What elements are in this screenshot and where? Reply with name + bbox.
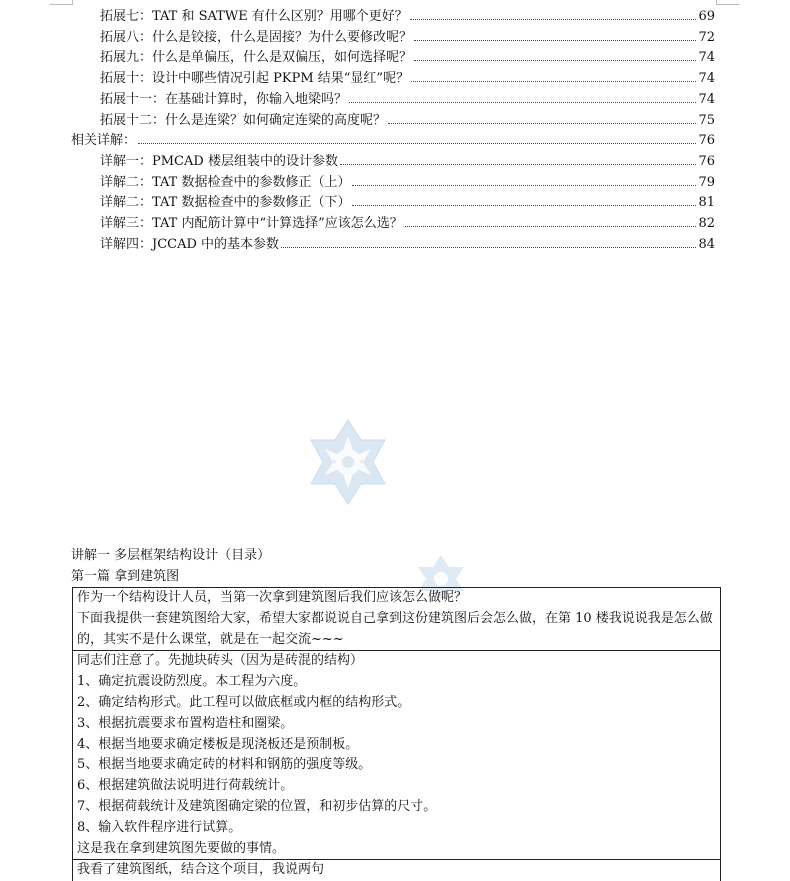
step-item: 4、根据当地要求确定楼板是现浇板还是预制板。: [77, 736, 359, 752]
toc-entry-text: 拓展八：什么是铰接，什么是固接？为什么要修改呢？: [100, 29, 413, 45]
toc-entry-page: 82: [698, 216, 715, 231]
step-item: 6、根据建筑做法说明进行荷载统计。: [77, 778, 294, 794]
toc-entry-page: 69: [698, 9, 715, 24]
intro-cell: [73, 588, 720, 651]
step-item: 3、根据抗震要求布置构造柱和圈梁。: [77, 715, 294, 731]
toc-entry-page: 74: [698, 50, 715, 66]
toc-entry-page: 72: [698, 29, 715, 45]
toc-entry[interactable]: [100, 171, 715, 192]
toc-entry[interactable]: [100, 233, 715, 254]
toc-leader-dots: [281, 233, 696, 248]
toc-entry[interactable]: [100, 67, 715, 88]
toc-leader-dots: [340, 150, 697, 165]
toc-entry[interactable]: [100, 109, 715, 130]
toc-entry-text: 详解三：TAT 内配筋计算中“计算选择”应该怎么选？: [100, 216, 403, 231]
toc-entry-page: 75: [698, 112, 715, 128]
toc-entry[interactable]: [100, 26, 715, 47]
page-corner-mark-left: [50, 0, 73, 5]
step-item: 5、根据当地要求确定砖的材料和钢筋的强度等级。: [77, 757, 372, 773]
watermark-emblem: [303, 418, 393, 506]
toc-entry-page: 81: [698, 195, 715, 211]
intro-paragraph: 下面我提供一套建筑图给大家，希望大家都说说自己拿到这份建筑图后会怎么做，在第 10 楼我说说我是怎么做的，其实不是什么课堂，就是在一起交流~~~: [77, 610, 713, 647]
page-corner-mark-right: [716, 0, 739, 5]
toc-entry-text: 详解一：PMCAD 楼层组装中的设计参数: [100, 153, 338, 169]
toc-entry-text: 详解四：JCCAD 中的基本参数: [100, 236, 280, 252]
toc-entry-page: 74: [698, 91, 715, 107]
toc-leader-dots: [388, 109, 696, 124]
content-table: [72, 587, 721, 881]
toc-leader-dots: [138, 129, 696, 144]
toc-entry[interactable]: [100, 191, 715, 212]
toc-entry-text: 详解二：TAT 数据检查中的参数修正（下）: [100, 195, 351, 211]
step-item: 2、确定结构形式。此工程可以做底框或内框的结构形式。: [77, 694, 411, 710]
toc-entry[interactable]: [100, 212, 715, 233]
toc-leader-dots: [352, 171, 696, 186]
toc-entry-text: 相关详解：: [71, 133, 137, 149]
toc-entry-page: 76: [698, 133, 715, 149]
toc-entry-page: 84: [698, 236, 715, 252]
toc-leader-dots: [352, 191, 696, 206]
toc-entry-text: 拓展九：什么是单偏压，什么是双偏压，如何选择呢？: [100, 50, 413, 66]
lecture-title: 讲解一 多层框架结构设计（目录）: [71, 548, 271, 563]
toc-entry-page: 74: [698, 71, 715, 87]
step-item: 1、确定抗震设防烈度。本工程为六度。: [77, 674, 307, 690]
lecture-subtitle: 第一篇 拿到建筑图: [71, 569, 180, 584]
toc-entry[interactable]: [100, 5, 715, 26]
toc-entry[interactable]: [100, 46, 715, 67]
toc-leader-dots: [349, 88, 696, 103]
toc-leader-dots: [414, 46, 696, 61]
toc-leader-dots: [411, 67, 696, 82]
toc-entry-text: 拓展七：TAT 和 SATWE 有什么区别？用哪个更好？: [100, 9, 408, 24]
step-item: 8、输入软件程序进行试算。: [77, 819, 242, 835]
step-item: 7、根据荷载统计及建筑图确定梁的位置，和初步估算的尺寸。: [77, 798, 437, 814]
steps-cell: [73, 651, 720, 860]
toc-entry-page: 79: [698, 174, 715, 190]
toc-entry[interactable]: [100, 88, 715, 109]
next-text: 我看了建筑图纸，结合这个项目，我说两句: [77, 862, 325, 878]
toc-entry-text: 拓展十二：什么是连梁？如何确定连梁的高度呢？: [100, 112, 387, 128]
toc-entry-page: 76: [698, 153, 715, 169]
toc-entry-text: 拓展十一：在基础计算时，你输入地梁吗？: [100, 91, 348, 107]
toc-entry-text: 拓展十：设计中哪些情况引起 PKPM 结果“显红”呢？: [100, 71, 410, 87]
intro-question: 作为一个结构设计人员，当第一次拿到建筑图后我们应该怎么做呢？: [77, 590, 468, 605]
toc-section-entry[interactable]: [71, 129, 715, 150]
toc-leader-dots: [410, 5, 697, 20]
toc-entry[interactable]: [100, 150, 715, 171]
notice-text: 同志们注意了。先抛块砖头（因为是砖混的结构）: [77, 653, 364, 669]
toc-leader-dots: [414, 26, 696, 41]
next-cell: [73, 860, 720, 881]
toc-leader-dots: [405, 212, 697, 227]
closing-text: 这是我在拿到建筑图先要做的事情。: [77, 840, 286, 856]
toc-entry-text: 详解二：TAT 数据检查中的参数修正（上）: [100, 174, 351, 190]
